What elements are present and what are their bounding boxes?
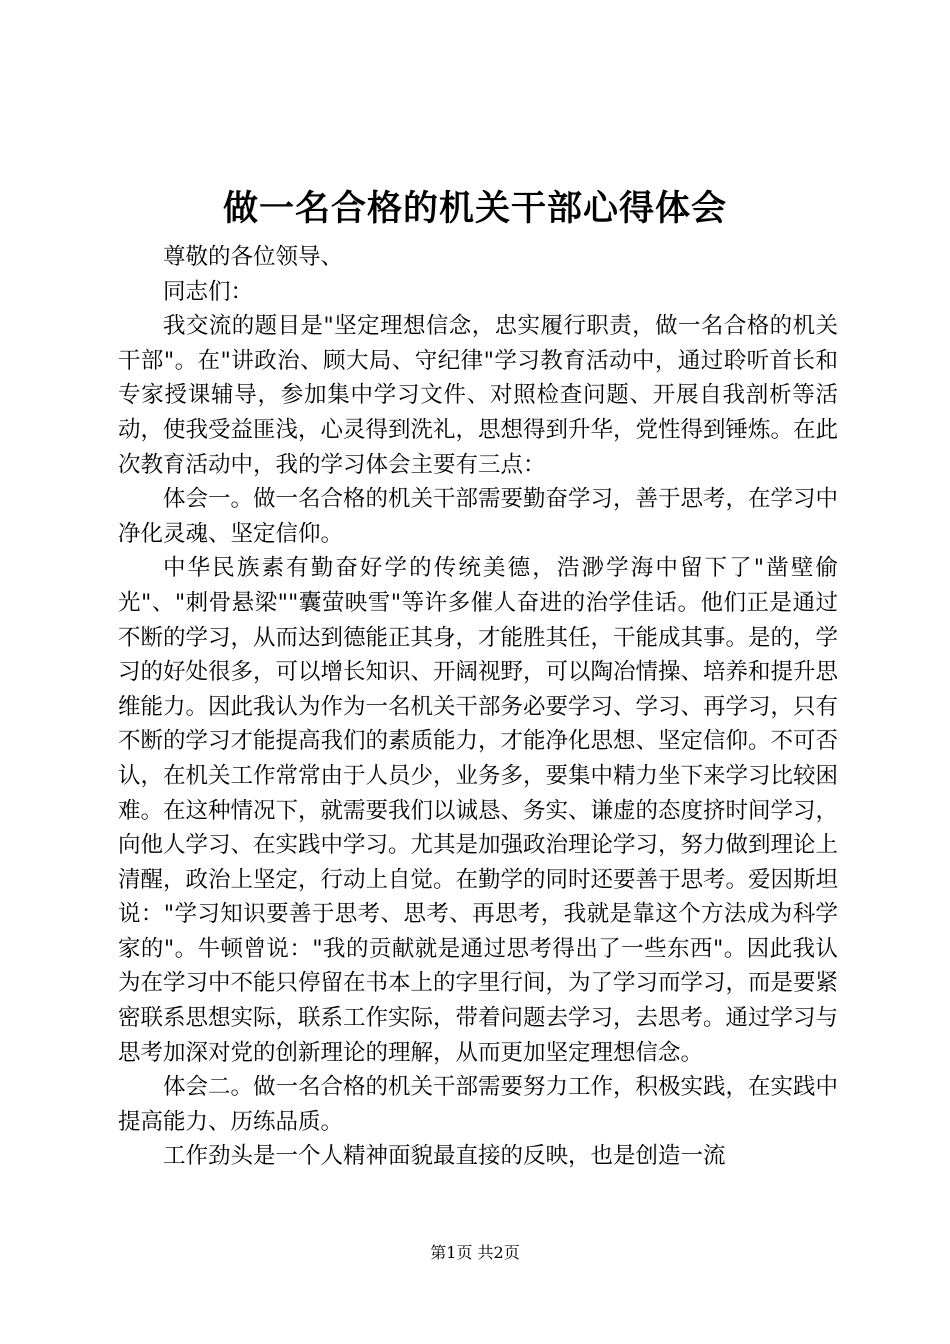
intro-paragraph: 我交流的题目是"坚定理想信念，忠实履行职责，做一名合格的机关干部"。在"讲政治、顾大局、守纪律"学习教育活动中，通过聆听首长和专家授课辅导，参加集中学习文件、对照检查问题、开展自我剖析等活动，使我受益匪浅，心灵得到洗礼，思想得到升华，党性得到锤炼。在此次教育活动中，我的学习体会主要有三点：	[118, 313, 839, 478]
point-one-heading: 体会一。做一名合格的机关干部需要勤奋学习，善于思考，在学习中净化灵魂、坚定信仰。	[118, 486, 839, 547]
document-title: 做一名合格的机关干部心得体会	[222, 188, 727, 229]
point-two-paragraph: 工作劲头是一个人精神面貌最直接的反映，也是创造一流	[163, 1143, 726, 1170]
salutation-line-1: 尊敬的各位领导、	[163, 244, 344, 270]
salutation-line-2: 同志们：	[163, 278, 254, 305]
point-two-heading: 体会二。做一名合格的机关干部需要努力工作，积极实践，在实践中提高能力、历练品质。	[118, 1074, 839, 1135]
document-body	[118, 240, 838, 1174]
page-footer: 第1页 共2页	[430, 1243, 520, 1262]
point-one-paragraph: 中华民族素有勤奋好学的传统美德，浩渺学海中留下了"凿壁偷光"、"刺骨悬梁""囊萤映雪"等许多催人奋进的治学佳话。他们正是通过不断的学习，从而达到德能正其身，才能胜其任，干能成其事。是的，学习的好处很多，可以增长知识、开阔视野，可以陶冶情操、培养和提升思维能力。因此我认为作为一名机关干部务必要学习、学习、再学习，只有不断的学习才能提高我们的素质能力，才能净化思想、坚定信仰。不可否认，在机关工作常常由于人员少，业务多，要集中精力坐下来学习比较困难。在这种情况下，就需要我们以诚恳、务实、谦虚的态度挤时间学习，向他人学习、在实践中学习。尤其是加强政治理论学习，努力做到理论上清醒，政治上坚定，行动上自觉。在勤学的同时还要善于思考。爱因斯坦说："学习知识要善于思考、思考、再思考，我就是靠这个方法成为科学家的"。牛顿曾说："我的贡献就是通过思考得出了一些东西"。因此我认为在学习中不能只停留在书本上的字里行间，为了学习而学习，而是要紧密联系思想实际，联系工作实际，带着问题去学习，去思考。通过学习与思考加深对党的创新理论的理解，从而更加坚定理想信念。	[118, 555, 839, 1066]
